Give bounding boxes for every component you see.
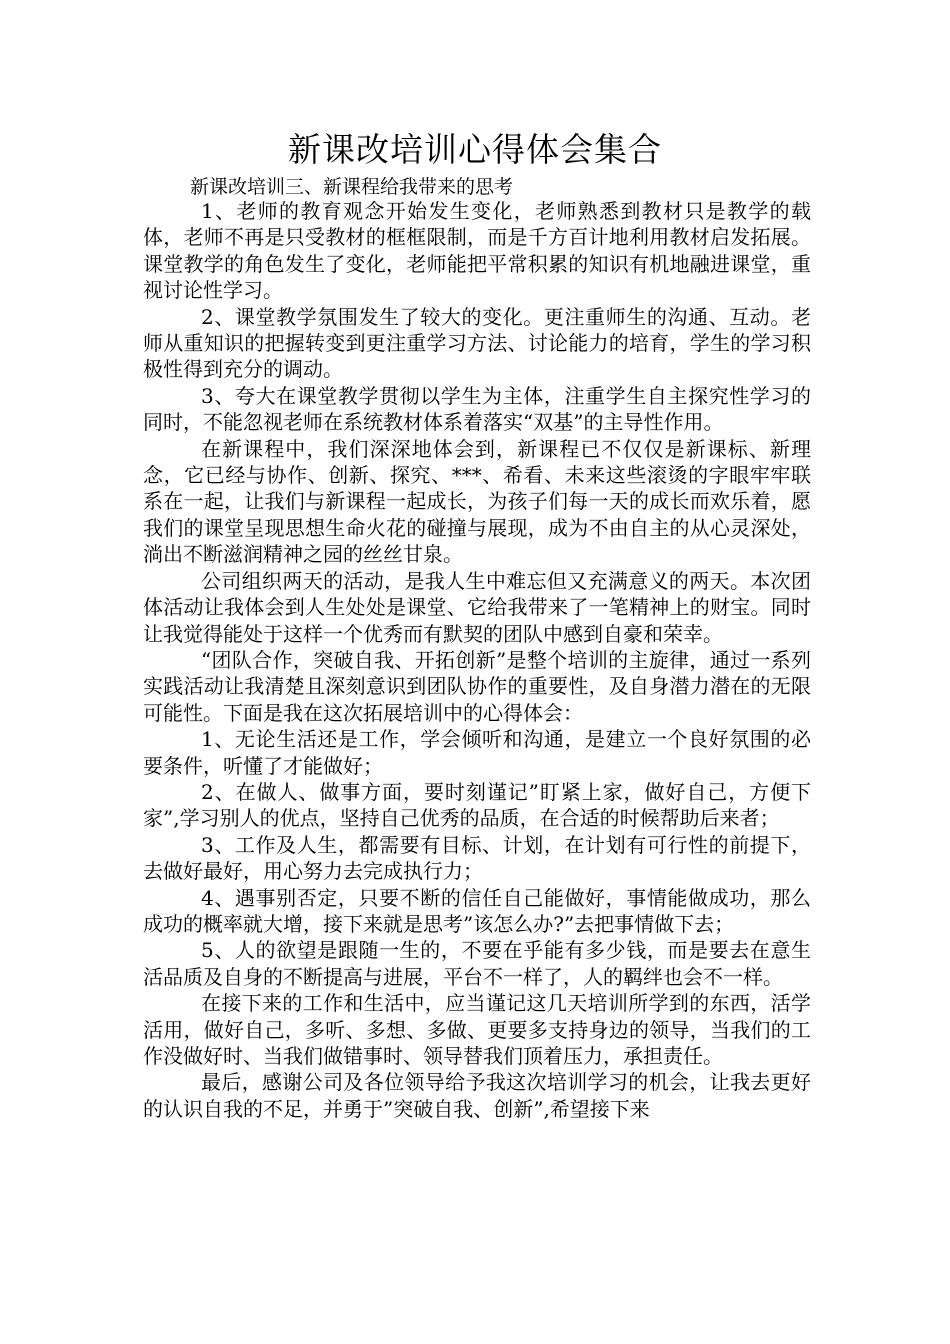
paragraph: 3、工作及人生，都需要有目标、计划，在计划有可行性的前提下，去做好最好，用心努力去完成执行力； [143, 832, 811, 884]
document-title: 新课改培训心得体会集合 [288, 130, 662, 169]
paragraph: 2、课堂教学氛围发生了较大的变化。更注重师生的沟通、互动。老师从重知识的把握转变到更注重学习方法、讨论能力的培育，学生的学习积极性得到充分的调动。 [143, 304, 811, 382]
document-body [143, 198, 811, 1122]
paragraph: “团队合作，突破自我、开拓创新”是整个培训的主旋律，通过一系列实践活动让我清楚且深刻意识到团队协作的重要性，及自身潜力潜在的无限可能性。下面是我在这次拓展培训中的心得体会： [143, 647, 811, 725]
paragraph: 4、遇事别否定，只要不断的信任自己能做好，事情能做成功，那么成功的概率就大增，接下来就是思考”该怎么办?”去把事情做下去； [143, 885, 811, 936]
paragraph: 5、人的欲望是跟随一生的，不要在乎能有多少钱，而是要去在意生活品质及自身的不断提高与进展，平台不一样了，人的羁绊也会不一样。 [143, 938, 811, 989]
paragraph: 1、老师的教育观念开始发生变化，老师熟悉到教材只是教学的载体，老师不再是只受教材的框框限制，而是千方百计地利用教材启发拓展。课堂教学的角色发生了变化，老师能把平常积累的知识有机地融进课堂，重视讨论性学习。 [143, 199, 811, 303]
paragraph: 3、夸大在课堂教学贯彻以学生为主体，注重学生自主探究性学习的同时，不能忽视老师在系统教材体系着落实“双基”的主导性作用。 [143, 383, 811, 435]
paragraph: 公司组织两天的活动，是我人生中难忘但又充满意义的两天。本次团体活动让我体会到人生处处是课堂、它给我带来了一笔精神上的财宝。同时让我觉得能处于这样一个优秀而有默契的团队中感到自豪和荣幸。 [143, 568, 811, 646]
paragraph: 在新课程中，我们深深地体会到，新课程已不仅仅是新课标、新理念，它已经与协作、创新、探究、***、希看、未来这些滚烫的字眼牢牢联系在一起，让我们与新课程一起成长，为孩子们每一天的成长而欢乐着，愿我们的课堂呈现思想生命火花的碰撞与展现，成为不由自主的从心灵深处，淌出不断滋润精神之园的丝丝甘泉。 [143, 436, 811, 567]
paragraph: 2、在做人、做事方面，要时刻谨记”盯紧上家，做好自己，方便下家”,学习别人的优点，坚持自己优秀的品质，在合适的时候帮助后来者； [143, 779, 811, 831]
paragraph: 在接下来的工作和生活中，应当谨记这几天培训所学到的东西，活学活用，做好自己，多听、多想、多做、更要多支持身边的领导，当我们的工作没做好时、当我们做错事时、领导替我们顶着压力，承担责任。 [143, 991, 811, 1068]
document-subtitle: 新课改培训三、新课程给我带来的思考 [190, 176, 514, 198]
paragraph: 最后，感谢公司及各位领导给予我这次培训学习的机会，让我去更好的认识自我的不足，并勇于”突破自我、创新”,希望接下来 [143, 1070, 811, 1121]
paragraph: 1、无论生活还是工作，学会倾听和沟通，是建立一个良好氛围的必要条件，听懂了才能做好； [143, 727, 811, 778]
